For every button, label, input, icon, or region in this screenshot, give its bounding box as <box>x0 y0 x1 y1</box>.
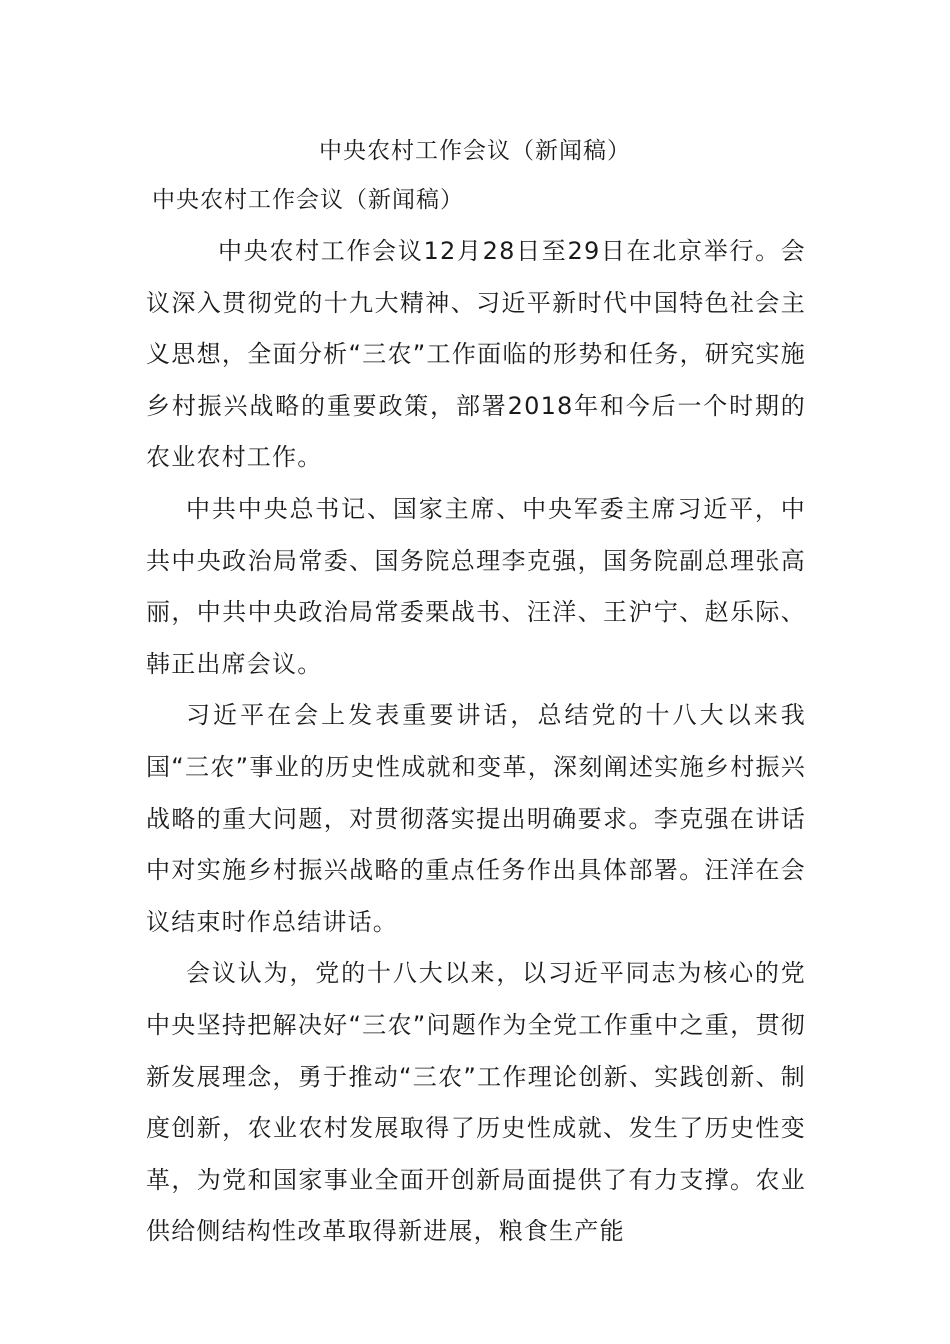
paragraph-4: 会议认为，党的十八大以来，以习近平同志为核心的党中央坚持把解决好“三农”问题作为全党工作重中之重，贯彻新发展理念，勇于推动“三农”工作理论创新、实践创新、制度创新，农业农村发展取得了历史性成就、发生了历史性变革，为党和国家事业全面开创新局面提供了有力支撑。农业供给侧结构性改革取得新进展，粮食生产能 <box>146 959 806 1246</box>
paragraph-2: 中共中央总书记、国家主席、中央军委主席习近平，中共中央政治局常委、国务院总理李克强，国务院副总理张高丽，中共中央政治局常委栗战书、汪洋、王沪宁、赵乐际、韩正出席会议。 <box>146 494 806 678</box>
document-subtitle: 中央农村工作会议（新闻稿） <box>152 187 464 213</box>
paragraph-1: 中央农村工作会议12月28日至29日在北京举行。会议深入贯彻党的十九大精神、习近平新时代中国特色社会主义思想，全面分析“三农”工作面临的形势和任务，研究实施乡村振兴战略的重要政策，部署2018年和今后一个时期的农业农村工作。 <box>146 237 806 472</box>
document-title: 中央农村工作会议（新闻稿） <box>319 138 631 164</box>
paragraph-3: 习近平在会上发表重要讲话，总结党的十八大以来我国“三农”事业的历史性成就和变革，深刻阐述实施乡村振兴战略的重大问题，对贯彻落实提出明确要求。李克强在讲话中对实施乡村振兴战略的重点任务作出具体部署。汪洋在会议结束时作总结讲话。 <box>146 701 806 936</box>
document-body <box>146 226 806 1258</box>
